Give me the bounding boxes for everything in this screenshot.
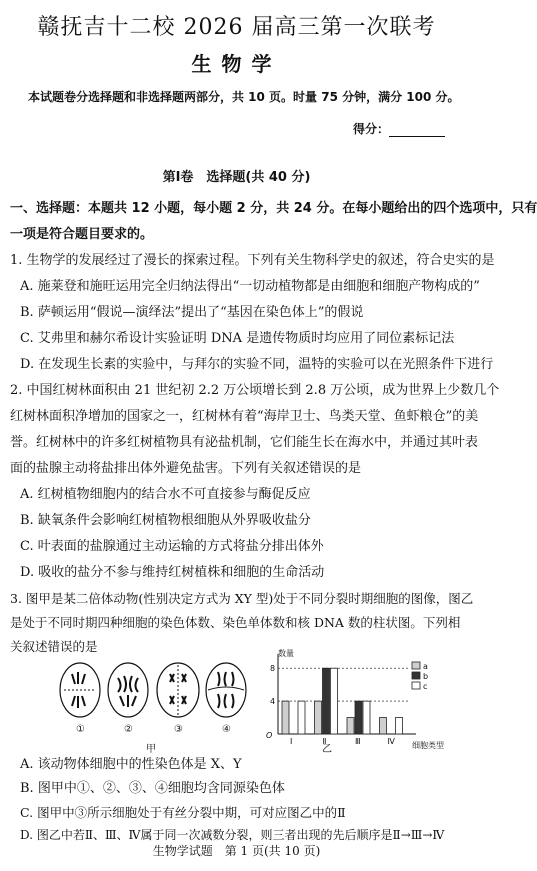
cell-3-diagram [157, 663, 199, 717]
cell-label-1: ① [76, 724, 85, 735]
chart-legend-label-a: a [423, 662, 428, 671]
q1-option-d: D. 在发现生长素的实验中，与拜尔的实验不同，温特的实验可以在光照条件下进行 [20, 357, 494, 372]
chart-xtick-label: Ⅲ [355, 737, 361, 746]
chart-origin: O [266, 731, 273, 740]
figure-yi-caption: 乙 [322, 744, 332, 755]
q2-option-c: C. 叶表面的盐腺通过主动运输的方式将盐分排出体外 [20, 539, 324, 554]
chart-ytick-label: 8 [270, 664, 276, 674]
instruction-line-1: 一、选择题：本题共 12 小题，每小题 2 分，共 24 分。在每小题给出的四个选项中，只有 [10, 201, 537, 216]
q2-option-a: A. 红树植物细胞内的结合水不可直接参与酶促反应 [20, 487, 311, 502]
q1-option-c: C. 艾弗里和赫尔希设计实验证明 DNA 是遗传物质时均应用了同位素标记法 [20, 331, 455, 346]
q3-stem-3: 关叙述错误的是 [10, 639, 98, 654]
score-field [353, 120, 445, 137]
figure-jia [58, 660, 248, 738]
q2-option-b: B. 缺氧条件会影响红树植物根细胞从外界吸收盐分 [20, 513, 311, 528]
score-blank[interactable] [389, 124, 445, 137]
chart-bar-a-3 [347, 718, 354, 734]
chart-xtick-label: Ⅰ [290, 737, 293, 746]
chart-bar-b-2 [323, 668, 330, 734]
cell-label-2: ② [124, 724, 133, 735]
chart-bar-c-1 [298, 701, 305, 734]
chart-plot [270, 654, 428, 746]
figure-jia-caption: 甲 [146, 744, 156, 755]
subject-title: 生物学 [191, 52, 282, 76]
chart-legend-swatch-c [412, 682, 420, 689]
q2-stem-4: 面的盐腺主动将盐排出体外避免盐害。下列有关叙述错误的是 [10, 461, 362, 476]
chart-ylabel: 数量 [278, 649, 294, 658]
q1-option-b: B. 萨顿运用“假说—演绎法”提出了“基因在染色体上”的假说 [20, 305, 364, 320]
q3-option-a: A. 该动物体细胞中的性染色体是 X、Y [20, 757, 242, 772]
chart-ytick-label: 4 [270, 697, 276, 707]
volume-heading: 第Ⅰ卷 选择题(共 40 分) [162, 170, 311, 185]
exam-title: 赣抚吉十二校 2026 届高三第一次联考 [37, 15, 436, 40]
chart-xlabel: 细胞类型 [412, 741, 444, 750]
q2-stem-3: 誉。红树林中的许多红树植物具有泌盐机制，它们能生长在海水中，并通过其叶表 [10, 435, 479, 450]
q3-stem-2: 是处于不同时期四种细胞的染色体数、染色单体数和核 DNA 数的柱状图。下列相 [10, 615, 461, 630]
cell-1-diagram [60, 663, 100, 717]
page-footer: 生物学试题 第 1 页(共 10 页) [152, 844, 321, 858]
chart-xtick-label: Ⅳ [387, 737, 395, 746]
q3-option-d: D. 图乙中若Ⅱ、Ⅲ、Ⅳ属于同一次减数分裂，则三者出现的先后顺序是Ⅱ→Ⅲ→Ⅳ [20, 828, 445, 842]
chart-bar-a-1 [282, 701, 289, 734]
score-label: 得分： [352, 122, 389, 136]
q2-stem-1: 2. 中国红树林面积由 21 世纪初 2.2 万公顷增长到 2.8 万公顷，成为世界上少数几个 [10, 383, 500, 398]
q2-option-d: D. 吸收的盐分不参与维持红树植株和细胞的生命活动 [20, 565, 325, 580]
chart-bar-a-2 [315, 701, 322, 734]
chart-legend-swatch-b [412, 672, 420, 679]
chart-legend-label-c: c [423, 682, 428, 691]
q2-stem-2: 红树林面积净增加的国家之一，红树林有着“海岸卫士、鸟类天堂、鱼虾粮仓”的美 [10, 409, 479, 424]
chart-legend-swatch-a [412, 662, 420, 669]
q1-option-a: A. 施莱登和施旺运用完全归纳法得出“一切动植物都是由细胞和细胞产物构成的” [20, 279, 480, 294]
chart-bar-c-2 [331, 668, 338, 734]
chart-bar-c-4 [396, 718, 403, 734]
chart-bar-c-3 [363, 701, 370, 734]
chart-bar-b-3 [355, 701, 362, 734]
q3-option-b: B. 图甲中①、②、③、④细胞均含同源染色体 [20, 781, 285, 796]
chart-bar-a-4 [380, 718, 387, 734]
instruction-line-2: 一项是符合题目要求的。 [10, 227, 154, 242]
figure-yi-chart [262, 648, 462, 756]
cell-2-diagram [108, 663, 148, 717]
q3-option-c: C. 图甲中③所示细胞处于有丝分裂中期，可对应图乙中的Ⅱ [20, 805, 346, 820]
q3-stem-1: 3. 图甲是某二倍体动物(性别决定方式为 XY 型)处于不同分裂时期细胞的图像，图乙 [10, 591, 474, 606]
cell-label-3: ③ [174, 724, 183, 735]
exam-notice: 本试题卷分选择题和非选择题两部分，共 10 页。时量 75 分钟，满分 100 分。 [28, 90, 460, 104]
chart-legend-label-b: b [423, 672, 429, 681]
cell-4-diagram [206, 663, 246, 717]
cell-label-4: ④ [222, 724, 231, 735]
q1-stem: 1. 生物学的发展经过了漫长的探索过程。下列有关生物科学史的叙述，符合史实的是 [10, 253, 495, 268]
chart-xtick-label: Ⅱ [322, 737, 327, 746]
